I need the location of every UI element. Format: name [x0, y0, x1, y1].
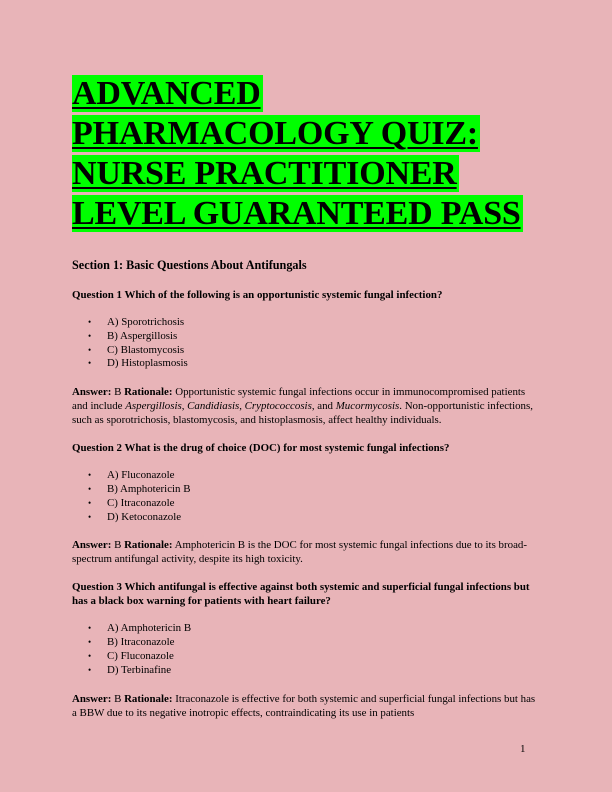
- question-text: Question 1 Which of the following is an opportunistic systemic fungal infection?: [72, 289, 443, 301]
- question-text: Question 3 Which antifungal is effective against both systemic and superficial fungal infections but has a black box warning for patients with heart failure?: [72, 581, 530, 608]
- rationale-label: Rationale:: [124, 692, 173, 705]
- rationale-text: Opportunistic systemic fungal infections occur in immunocompromised patients and include: [72, 386, 526, 413]
- answer-label: Answer:: [72, 539, 112, 552]
- option-item: • B) Itraconazole: [88, 636, 542, 650]
- answer-label: Answer:: [72, 386, 112, 399]
- rationale-italic-term: Mucormycosis: [335, 400, 400, 413]
- rationale-label: Rationale:: [124, 386, 173, 399]
- rationale-text: , and: [311, 400, 336, 413]
- option-item: • A) Fluconazole: [88, 469, 542, 483]
- question-list: [72, 288, 542, 720]
- page-number: 1: [520, 743, 526, 755]
- rationale-italic-term: Candidiasis: [187, 400, 240, 413]
- document-title-text: ADVANCED PHARMACOLOGY QUIZ: NURSE PRACTITIONER LEVEL GUARANTEED PASS: [72, 75, 521, 232]
- option-item: • B) Aspergillosis: [88, 330, 542, 344]
- rationale-label: Rationale:: [124, 539, 173, 552]
- rationale-text: Amphotericin B is the DOC for most systemic fungal infections due to its broad-spectrum antifungal activity, despite its high toxicity.: [72, 539, 527, 566]
- option-item: • A) Amphotericin B: [88, 622, 542, 636]
- question-block: [72, 288, 542, 427]
- question-block: [72, 580, 542, 719]
- option-item: • D) Terbinafine: [88, 664, 542, 678]
- option-item: • C) Fluconazole: [88, 650, 542, 664]
- rationale-text: Itraconazole is effective for both systemic and superficial fungal infections but has a BBW due to its negative inotropic effects, contraindicating its use in patients: [72, 692, 536, 719]
- rationale-italic-term: Aspergillosis: [125, 400, 182, 413]
- option-item: • A) Sporotrichosis: [88, 316, 542, 330]
- rationale-text: . Non-opportunistic infections, such as sporotrichosis, blastomycosis, and histoplasmosis, affect healthy individuals.: [72, 400, 533, 427]
- option-item: • B) Amphotericin B: [88, 483, 542, 497]
- option-list: [72, 622, 542, 677]
- answer-value: B: [114, 386, 122, 399]
- document-page: [72, 74, 542, 734]
- document-title: [72, 74, 542, 234]
- answer-label: Answer:: [72, 692, 112, 705]
- option-item: • C) Blastomycosis: [88, 344, 542, 358]
- rationale-text: ,: [239, 400, 245, 413]
- option-list: [72, 469, 542, 524]
- rationale-text: ,: [181, 400, 188, 413]
- answer-paragraph: [72, 538, 542, 566]
- answer-paragraph: [72, 692, 542, 720]
- question-block: [72, 441, 542, 566]
- option-item: • C) Itraconazole: [88, 497, 542, 511]
- option-item: • D) Histoplasmosis: [88, 357, 542, 371]
- answer-value: B: [114, 692, 122, 705]
- rationale-italic-term: Cryptococcosis: [244, 400, 312, 413]
- section-heading: Section 1: Basic Questions About Antifungals: [72, 258, 307, 272]
- option-list: [72, 316, 542, 371]
- answer-paragraph: [72, 385, 542, 427]
- answer-value: B: [114, 539, 122, 552]
- question-text: Question 2 What is the drug of choice (DOC) for most systemic fungal infections?: [72, 442, 450, 455]
- option-item: • D) Ketoconazole: [88, 511, 542, 525]
